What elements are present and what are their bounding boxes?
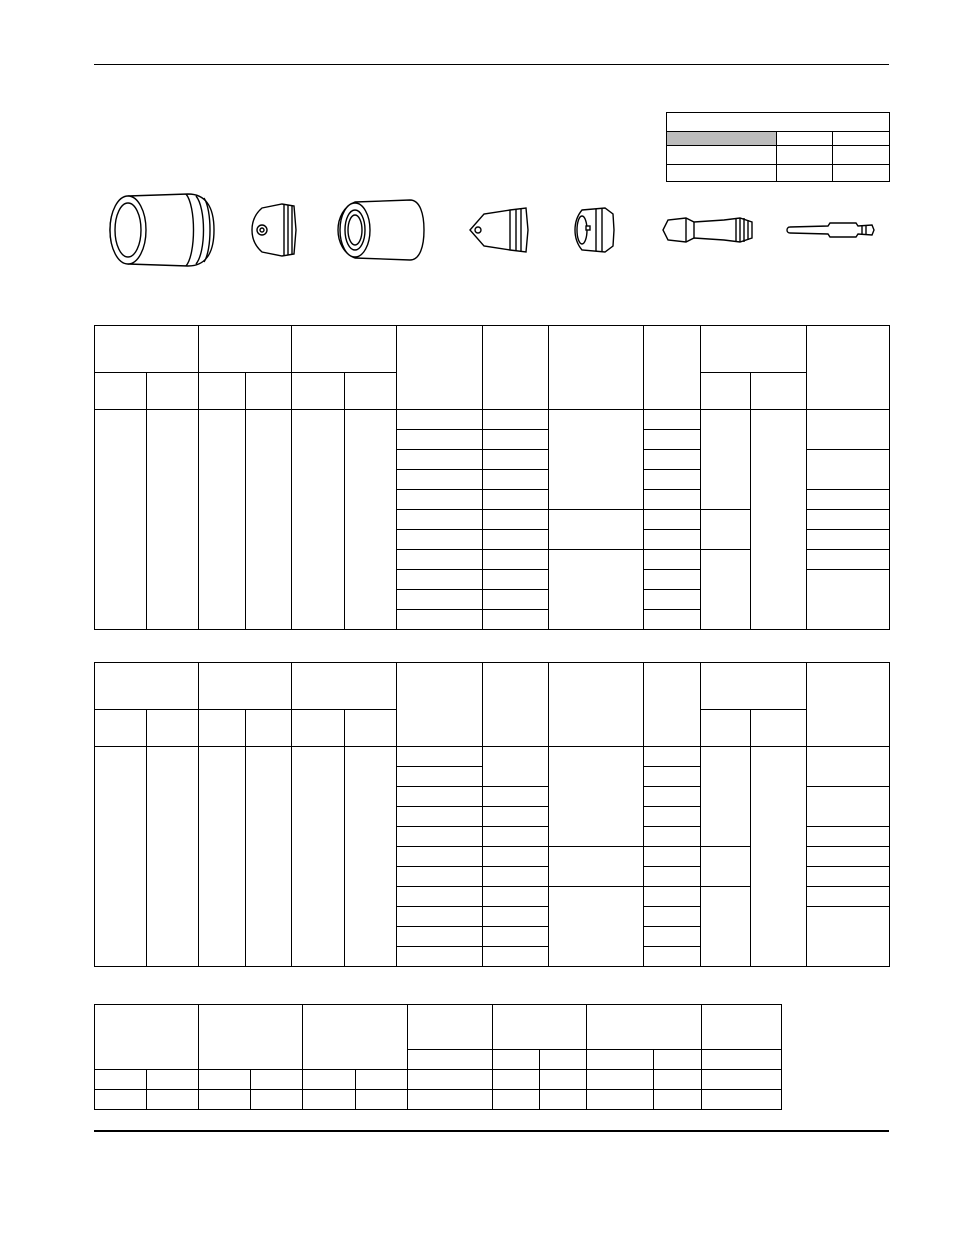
data-cell (807, 787, 890, 827)
data-cell (246, 410, 292, 630)
header-cell (549, 663, 644, 747)
data-cell (807, 570, 890, 630)
data-cell (483, 807, 549, 827)
header-cell (644, 326, 701, 410)
subheader-cell (199, 710, 246, 747)
data-cell (549, 550, 644, 630)
data-cell (397, 927, 483, 947)
data-cell (483, 747, 549, 787)
cut-chart-2 (94, 662, 890, 967)
subheader-cell (292, 710, 345, 747)
swirl-ring-icon (575, 208, 614, 252)
data-cell (644, 947, 701, 967)
legend-head-cell (833, 132, 890, 146)
data-cell (397, 827, 483, 847)
data-cell (95, 747, 147, 967)
data-cell (644, 530, 701, 550)
data-cell (199, 747, 246, 967)
data-cell (751, 410, 807, 630)
data-cell (483, 530, 549, 550)
data-cell (251, 1090, 303, 1110)
header-cell (95, 1005, 199, 1070)
header-cell (587, 1005, 702, 1050)
data-cell (807, 510, 890, 530)
data-cell (644, 887, 701, 907)
subheader-cell (246, 373, 292, 410)
legend-title-cell (667, 113, 890, 132)
data-cell (356, 1070, 408, 1090)
data-cell (251, 1070, 303, 1090)
subheader-cell (292, 373, 345, 410)
data-cell (644, 867, 701, 887)
data-cell (397, 767, 483, 787)
data-cell (654, 1070, 702, 1090)
data-cell (807, 490, 890, 510)
header-cell (493, 1005, 587, 1050)
data-cell (199, 1070, 251, 1090)
consumable-parts-illustration (0, 180, 954, 280)
header-rule (94, 64, 889, 65)
data-cell (493, 1090, 540, 1110)
subheader-cell (345, 373, 397, 410)
header-cell (549, 326, 644, 410)
data-cell (644, 510, 701, 530)
data-cell (483, 470, 549, 490)
data-cell (751, 747, 807, 967)
header-cell (303, 1005, 408, 1070)
data-cell (397, 470, 483, 490)
data-cell (345, 410, 397, 630)
data-cell (587, 1070, 654, 1090)
data-cell (397, 907, 483, 927)
legend-head-cell (777, 132, 833, 146)
subheader-cell (701, 710, 751, 747)
data-cell (807, 410, 890, 450)
data-cell (807, 867, 890, 887)
data-cell (549, 510, 644, 550)
data-cell (147, 410, 199, 630)
subheader-cell (654, 1050, 702, 1070)
data-cell (95, 1070, 147, 1090)
subheader-cell (199, 373, 246, 410)
subheader-cell (408, 1050, 493, 1070)
data-cell (199, 410, 246, 630)
data-cell (807, 847, 890, 867)
data-cell (397, 610, 483, 630)
legend-cell (833, 146, 890, 165)
data-cell (644, 590, 701, 610)
data-cell (292, 747, 345, 967)
header-cell (701, 663, 807, 710)
data-cell (644, 787, 701, 807)
data-cell (549, 410, 644, 510)
data-cell (408, 1090, 493, 1110)
data-cell (408, 1070, 493, 1090)
settings-table (94, 1004, 782, 1110)
data-cell (397, 887, 483, 907)
data-cell (483, 510, 549, 530)
data-cell (807, 530, 890, 550)
header-cell (199, 663, 292, 710)
data-cell (397, 430, 483, 450)
data-cell (483, 450, 549, 470)
retaining-cap-icon (338, 200, 424, 260)
data-cell (147, 1090, 199, 1110)
shield-icon (110, 194, 214, 266)
data-cell (644, 847, 701, 867)
data-cell (397, 450, 483, 470)
data-cell (397, 747, 483, 767)
footer-rule (94, 1130, 889, 1132)
data-cell (397, 410, 483, 430)
legend-cell (667, 146, 777, 165)
header-cell (807, 326, 890, 410)
subheader-cell (147, 710, 199, 747)
data-cell (644, 927, 701, 947)
header-cell (807, 663, 890, 747)
data-cell (701, 847, 751, 887)
data-cell (483, 947, 549, 967)
header-cell (397, 663, 483, 747)
data-cell (397, 530, 483, 550)
subheader-cell (540, 1050, 587, 1070)
data-cell (483, 867, 549, 887)
header-cell (199, 1005, 303, 1070)
data-cell (483, 927, 549, 947)
nozzle-icon (470, 208, 528, 252)
subheader-cell (147, 373, 199, 410)
data-cell (549, 747, 644, 847)
data-cell (644, 907, 701, 927)
data-cell (345, 747, 397, 967)
data-cell (549, 887, 644, 967)
data-cell (397, 947, 483, 967)
data-cell (147, 1070, 199, 1090)
data-cell (644, 767, 701, 787)
data-cell (397, 807, 483, 827)
data-cell (807, 887, 890, 907)
header-cell (95, 326, 199, 373)
header-cell (408, 1005, 493, 1050)
data-cell (397, 590, 483, 610)
data-cell (644, 807, 701, 827)
data-cell (549, 847, 644, 887)
header-cell (95, 663, 199, 710)
data-cell (644, 470, 701, 490)
data-cell (702, 1090, 782, 1110)
data-cell (397, 787, 483, 807)
data-cell (644, 827, 701, 847)
data-cell (483, 550, 549, 570)
data-cell (702, 1070, 782, 1090)
data-cell (147, 747, 199, 967)
subheader-cell (702, 1050, 782, 1070)
header-cell (483, 326, 549, 410)
data-cell (397, 570, 483, 590)
data-cell (807, 450, 890, 490)
data-cell (654, 1090, 702, 1110)
data-cell (303, 1070, 356, 1090)
data-cell (540, 1070, 587, 1090)
data-cell (644, 410, 701, 430)
data-cell (493, 1070, 540, 1090)
legend-table (666, 112, 890, 182)
data-cell (644, 450, 701, 470)
data-cell (397, 490, 483, 510)
data-cell (397, 867, 483, 887)
subheader-cell (701, 373, 751, 410)
data-cell (95, 1090, 147, 1110)
data-cell (807, 827, 890, 847)
data-cell (483, 847, 549, 867)
data-cell (587, 1090, 654, 1110)
data-cell (701, 550, 751, 630)
data-cell (701, 887, 751, 967)
header-cell (701, 326, 807, 373)
data-cell (95, 410, 147, 630)
data-cell (644, 430, 701, 450)
header-cell (292, 326, 397, 373)
data-cell (701, 747, 751, 847)
header-cell (292, 663, 397, 710)
data-cell (644, 747, 701, 767)
subheader-cell (246, 710, 292, 747)
legend-cell (833, 165, 890, 182)
data-cell (644, 570, 701, 590)
legend-cell (777, 165, 833, 182)
header-cell (483, 663, 549, 747)
data-cell (483, 887, 549, 907)
data-cell (807, 747, 890, 787)
data-cell (483, 590, 549, 610)
data-cell (540, 1090, 587, 1110)
subheader-cell (95, 373, 147, 410)
data-cell (807, 550, 890, 570)
subheader-cell (751, 373, 807, 410)
data-cell (483, 570, 549, 590)
data-cell (483, 907, 549, 927)
data-cell (483, 787, 549, 807)
data-cell (397, 510, 483, 530)
data-cell (199, 1090, 251, 1110)
data-cell (644, 550, 701, 570)
data-cell (483, 490, 549, 510)
data-cell (644, 610, 701, 630)
data-cell (303, 1090, 356, 1110)
legend-cell (777, 146, 833, 165)
subheader-cell (345, 710, 397, 747)
data-cell (701, 510, 751, 550)
header-cell (397, 326, 483, 410)
subheader-cell (587, 1050, 654, 1070)
data-cell (397, 550, 483, 570)
data-cell (701, 410, 751, 510)
header-cell (644, 663, 701, 747)
data-cell (483, 610, 549, 630)
data-cell (483, 410, 549, 430)
subheader-cell (751, 710, 807, 747)
header-cell (702, 1005, 782, 1050)
cut-chart-1 (94, 325, 890, 630)
legend-cell (667, 165, 777, 182)
subheader-cell (95, 710, 147, 747)
water-tube-icon (787, 223, 874, 237)
data-cell (483, 430, 549, 450)
data-cell (246, 747, 292, 967)
data-cell (644, 490, 701, 510)
data-cell (292, 410, 345, 630)
data-cell (397, 847, 483, 867)
header-cell (199, 326, 292, 373)
data-cell (807, 907, 890, 967)
shield-cap-icon (252, 204, 296, 256)
data-cell (483, 827, 549, 847)
subheader-cell (493, 1050, 540, 1070)
electrode-icon (663, 218, 752, 242)
legend-head-cell (667, 132, 777, 146)
data-cell (356, 1090, 408, 1110)
